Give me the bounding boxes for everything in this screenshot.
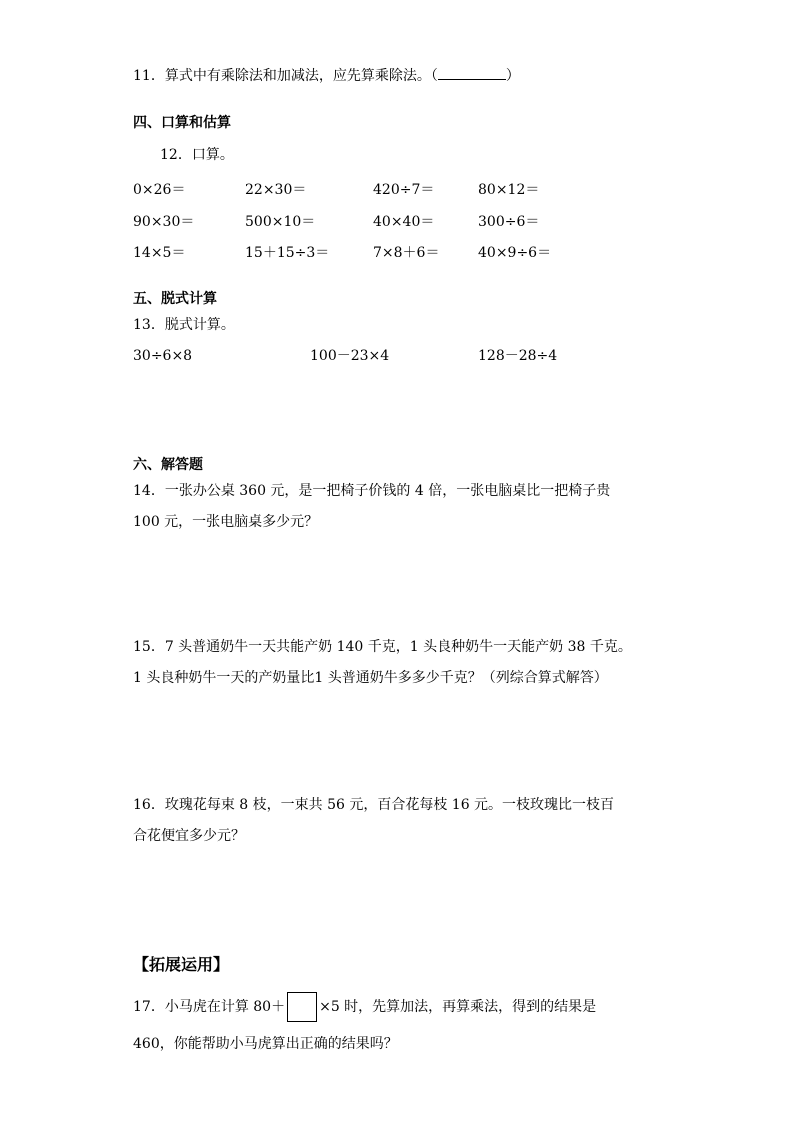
question-14-line2: 100 元，一张电脑桌多少元？ <box>133 514 319 530</box>
section-4-heading: 四、口算和估算 <box>133 115 231 131</box>
oral-calc-r1c1: 0×26＝ <box>133 182 186 198</box>
question-17-pre: 17．小马虎在计算 80＋ <box>133 999 286 1015</box>
oral-calc-r3c3: 7×8＋6＝ <box>373 245 440 261</box>
question-16-line2: 合花便宜多少元？ <box>133 828 245 844</box>
calc-item-2: 100－23×4 <box>310 348 390 364</box>
question-11-text: 11．算式中有乘除法和加减法，应先算乘除法。（ <box>133 68 438 84</box>
calc-item-1: 30÷6×8 <box>133 348 193 364</box>
oral-calc-r1c2: 22×30＝ <box>245 182 307 198</box>
question-11 <box>133 65 520 86</box>
section-6-heading: 六、解答题 <box>133 457 203 473</box>
blank-box[interactable] <box>287 992 317 1022</box>
oral-calc-r2c1: 90×30＝ <box>133 214 195 230</box>
question-17-post: ×5 时，先算加法，再算乘法，得到的结果是 <box>319 999 597 1015</box>
oral-calc-r1c4: 80×12＝ <box>478 182 540 198</box>
question-17-line1 <box>133 992 596 1022</box>
answer-blank[interactable] <box>438 65 506 80</box>
oral-calc-r1c3: 420÷7＝ <box>373 182 435 198</box>
oral-calc-r2c4: 300÷6＝ <box>478 214 540 230</box>
question-12: 12．口算。 <box>160 147 234 163</box>
question-15-line2: 1 头良种奶牛一天的产奶量比1 头普通奶牛多多少千克？（列综合算式解答） <box>133 670 608 686</box>
oral-calc-r2c3: 40×40＝ <box>373 214 435 230</box>
question-13: 13．脱式计算。 <box>133 317 235 333</box>
oral-calc-r3c2: 15＋15÷3＝ <box>245 245 330 261</box>
oral-calc-r3c1: 14×5＝ <box>133 245 186 261</box>
extension-heading: 【拓展运用】 <box>133 955 230 974</box>
question-15-line1: 15．7 头普通奶牛一天共能产奶 140 千克，1 头良种奶牛一天能产奶 38 千克。 <box>133 639 632 655</box>
question-14-line1: 14．一张办公桌 360 元，是一把椅子价钱的 4 倍，一张电脑桌比一把椅子贵 <box>133 483 611 499</box>
calc-item-3: 128－28÷4 <box>478 348 558 364</box>
question-16-line1: 16．玫瑰花每束 8 枝，一束共 56 元，百合花每枝 16 元。一枝玫瑰比一枝百 <box>133 797 615 813</box>
question-17-line2: 460，你能帮助小马虎算出正确的结果吗？ <box>133 1036 398 1052</box>
section-5-heading: 五、脱式计算 <box>133 291 217 307</box>
question-11-close: ） <box>505 68 520 84</box>
oral-calc-r2c2: 500×10＝ <box>245 214 316 230</box>
oral-calc-r3c4: 40×9÷6＝ <box>478 245 552 261</box>
